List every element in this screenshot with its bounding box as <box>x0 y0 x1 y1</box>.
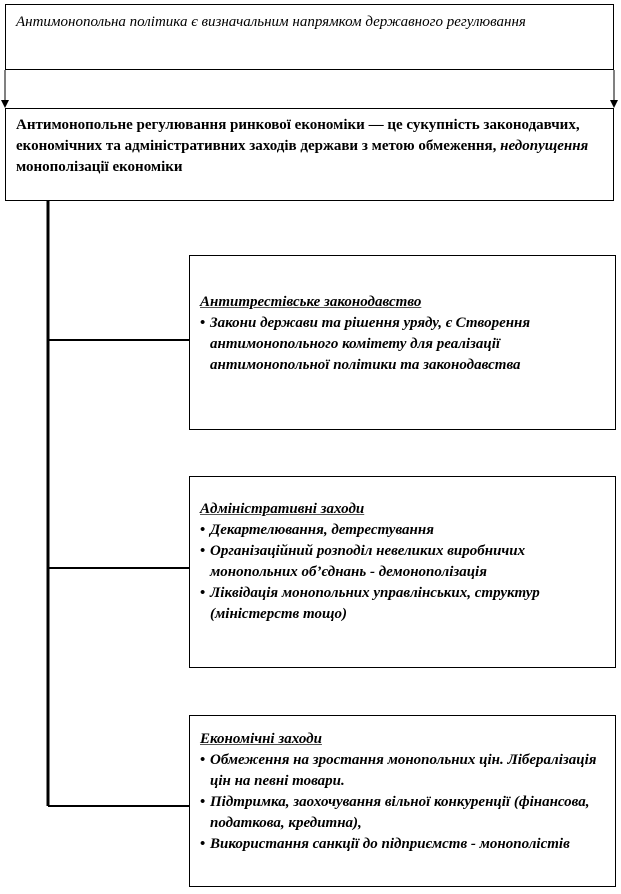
antitrust-legislation-box <box>189 255 616 430</box>
list-item: • Закони держави та рішення уряду, є Створення антимонопольного комітету для реалізації антимонопольної політики та законодавства <box>200 313 605 376</box>
branch-title: Адміністративні заходи <box>200 501 365 517</box>
policy-statement-text: Антимонопольна політика є визначальним напрямком державного регулювання <box>16 14 526 30</box>
arrow-left-head <box>1 100 9 108</box>
economic-measures-box <box>189 715 616 887</box>
branch-list <box>200 520 605 625</box>
list-item: • Підтримка, заохочування вільної конкуренції (фінансова, податкова, кредитна), <box>200 792 605 834</box>
branch-list <box>200 750 605 855</box>
policy-statement-box <box>5 4 614 70</box>
definition-emphasis: недопущення <box>500 138 589 154</box>
branch-title: Економічні заходи <box>200 731 322 747</box>
definition-part1: — це сукупність законодавчих, економічних та адміністративних заходів держави з метою обмеження, <box>16 117 580 154</box>
list-item: • Організаційний розподіл невеликих виробничих монопольних об’єднань - демонополізація <box>200 541 605 583</box>
definition-term: Антимонопольне регулювання ринкової економіки <box>16 117 365 133</box>
branch-list <box>200 313 605 376</box>
list-item: • Обмеження на зростання монопольних цін. Лібералізація цін на певні товари. <box>200 750 605 792</box>
list-item: • Використання санкції до підприємств - монополістів <box>200 834 605 855</box>
list-item: • Ліквідація монопольних управлінських, структур (міністерств тощо) <box>200 583 605 625</box>
list-item: • Декартелювання, детрестування <box>200 520 605 541</box>
definition-box <box>5 108 614 201</box>
administrative-measures-box <box>189 476 616 668</box>
arrow-right-head <box>610 100 618 108</box>
definition-part2: монополізації економіки <box>16 159 183 175</box>
branch-title: Антитрестівське законодавство <box>200 294 422 310</box>
